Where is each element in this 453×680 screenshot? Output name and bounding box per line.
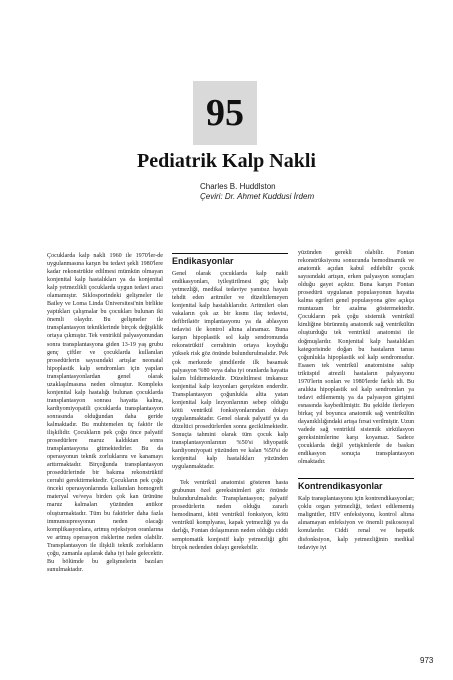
chapter-number-box: [193, 81, 257, 145]
author-block: [200, 182, 360, 202]
column-1: [47, 252, 163, 574]
section-heading-indications: Endikasyonlar: [172, 253, 288, 267]
column-2: [172, 253, 288, 552]
page-number: 973: [420, 656, 434, 665]
author-name: Charles B. Huddlston: [200, 182, 276, 191]
column-3: [298, 249, 414, 552]
intro-paragraph: Çocuklarda kalp nakli 1960 ile 1970'ler-de uygulanmasına karşın bu tedavi şekli 1980'lere kadar rekonstrükte edilmesi mümkün olmayan konjenital kalp hastalıkları ya da konjenital kalp yetmezlikli çocuklarda uygun tedavi aracı olamamıştır. Siklosporindeki gelişmeler ile Bailey ve Loma Linda Üniversitesi'nin birlikte yaptıkları çalışmalar bu çocukları bulunan iki önemli olaydır. Bu gelişmeler ile transplantasyon tekniklerinde birçok değişiklik ortaya çıkmıştır. Tek ventrikül palyasyonundan sonra transplantasyona giden 13-19 yaş grubu genç çiftler ve çocuklarda kullanılan prosedürlerin sayısındaki artışlar neonatal hipoplastik kalp sendromları için yapılan transplantasyonlardan genel olarak uzaklaşılmasına neden olmuştur. Kompleks konjenital kalp hastalığı bulunan çocuklarda transplantasyon sonrası hayatta kalma, kardiyomiyopatili çocuklarda transplantasyon sonrasında olduğundan daha geride kalmaktadır. Bu muhtemelen üç faktör ile ilişkilidir. Çocukların pek çoğu önce palyatif prosedürlere maruz kaldıktan sonra transplantasyona gitmektedirler. Bu da operasyonun teknik zorluklarını ve kanamayı arttırmaktadır. Birçoğunda transplantasyon prosedürlerinde bir bakıma rekonstrüktif cerrahi gerektirmektedir. Çocukların pek çoğu önceki operasyonlarında kullanılan homogreft materyal ve/veya birden çok kan ürününe maruz kalmaları yüzünden antikor oluşturmaktadır. Tüm bu faktörler daha fazla immunsupresyonun neden olacağı komplikasyonlara, artmış rejeksiyon oranlarına ve artmış operasyon risklerine neden olabilir. Transplantasyon ile ilişkili teknik zorlukların çoğu, zamanla aşılarak daha iyi hale gelecektir. Bu bölümde bu gelişmelerin bazıları sunulmaktadır.: [47, 253, 163, 573]
chapter-number: 95: [206, 92, 244, 134]
contraindications-paragraph: Kalp transplantasyonu için kontrendikasyonlar; çoklu organ yetmezliği, tedavi edilememiş malignitler, HIV enfeksiyonu, kontrol altına alınamayan enfeksiyon ve önemli psikososyal konulardır. Ciddi renal ve hepatik disfonksiyon, kalp yetmezliğinin medikal tedaviye iyi: [298, 496, 414, 551]
section-heading-contraindications: Kontrendikasyonlar: [298, 478, 414, 492]
indications-paragraph-1: Genel olarak çocuklarda kalp nakli endikasyonları, iyileştirilmesi güç kalp yetmezliği, medikal tedaviye yanıtsız hayatı tehdit eden aritmiler ve düzeltilemeyen konjenital kalp hastalıklarıdır. Aritmileri olan vakaların çok az bir kısmı ilaç tedavisi, defibrilatör implantasyonu ya da ablasyon tedavisi ile kontrol altına alınamaz. Buna karşın hipoplastik sol kalp sendromunda rekonstrüktif cerrahinin ortaya koyduğu yüksek risk göz önünde bulundurulmalıdır. Pek çok merkezde şimdilerde ilk basamak palyasyon %80 veya daha iyi oranlarda hayatta kalım bildirmektedir. Düzeltilmesi imkansız konjenital kalp lezyonları gerçekten enderdir. Transplantasyon çoğunlukla altta yatan konjenital kalp lezyonlarının sebep olduğu kötü ventrikül fonksiyonlarından dolayı uygulanmaktadır. Genel olarak palyatif ya da düzeltici prosedürlerden sonra gecikilmektedir. Sonuçta tahmini olarak tüm çocuk kalp transplantasyonlarının %50'si idiyopatik kardiyomiyopati yüzünden ve kalan %50'si de konjenital kalp hastalıkları yüzünden uygulanmaktadır.: [172, 271, 288, 471]
indications-paragraph-3: yüzünden gerekli olabilir. Fontan rekonstrüksiyonu sonucunda hemodinamik ve anatomik açıdan kabul edilebilir çocuk sayısındaki artışın, erken palyasyon sonuçları olduğu gayet açıktır. Buna karşın Fontan prosedürü uygulanan populasyonun hayatta kalma egrileri genel populasyona göre açıkça muntazam bir azalma göstermektedir. Çocukların pek çoğu sistemik ventrikül kimliğine bürünmüş anatomik sağ ventrikülün oluşturduğu tek ventrikül anatomisi ile doğmuşlardır. Konjenital kalp hastalıkları kategorisinde doğan bu hastaların tanısı çoğunlukla hipoplastik sol kalp sendromudur. Esasen tek ventrikül anatomisine sahip triküspid atrezili hastaların palyasyonu 1970'lerin sonları ve 1980'lerde farklı idi. Bu aralıkta hipoplastik sol kalp sendromları ya tedavi edilememiş ya da palyasyon girişimi esnasında kaybedilmiştir. Bu şekilde ilerleyen birkaç yıl boyunca anatomik sağ ventrikülün dayanıklılığındaki artışa fırsat verilmiştir. Uzun vadede sağ ventrikül sistemik sirkülasyon gereksinimlerine karşı koyamaz. Sadece çocuklarda değil yetişkinlerde de baskın endikasyon sonuçta transplantasyon olmaktadır.: [298, 250, 414, 466]
chapter-title: Pediatrik Kalp Nakli: [137, 150, 316, 172]
translator-name: Çeviri: Dr. Ahmet Kuddusi İrdem: [200, 192, 315, 201]
indications-paragraph-2: Tek ventrikül anatomisi gösteren hasta grubunun özel gereksinimleri göz önünde bulundurulmalıdır. Transplantasyon; palyatif prosedürlerin neden olduğu zararlı hemodinami, kötü ventrikül fonksiyon, kötü ventrikül komplyansı, kapak yetmezliği ya da darlığı, Fontan dolaşımının neden olduğu ciddi semptomatik konjestif kalp yetmezliği gibi birçok nedenden dolayı gerekebilir.: [172, 480, 288, 551]
